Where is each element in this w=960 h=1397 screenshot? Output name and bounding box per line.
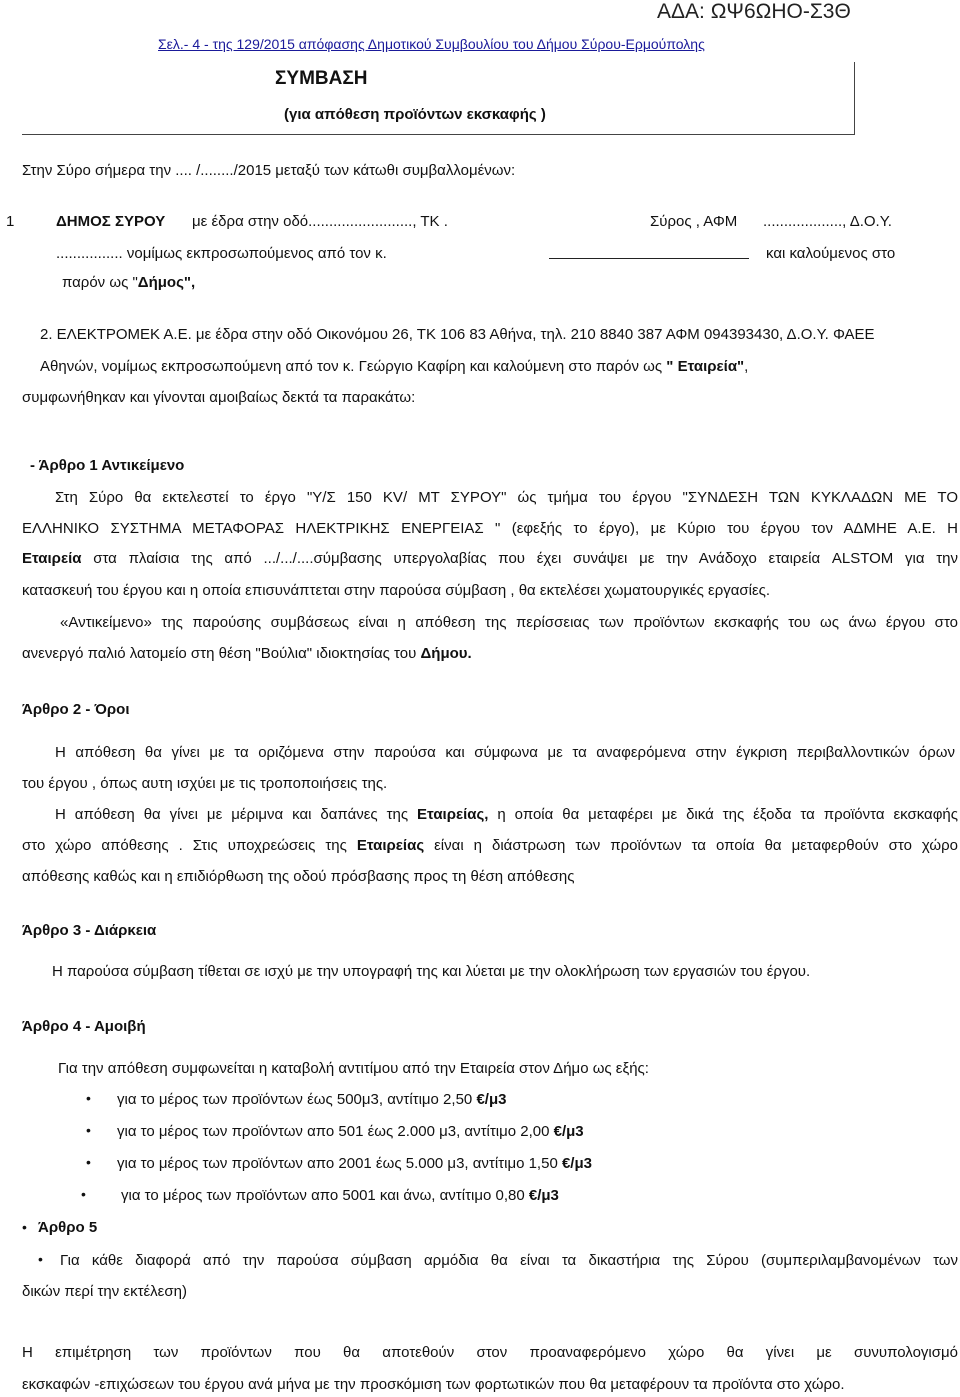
article1-p2-l1: «Αντικείμενο» της παρούσης συμβάσεως είναι η απόθεση της περίσσειας των προϊόντων εκσκαφής του ως άνω έργου στο (60, 614, 958, 631)
party1-as-bold: Δήμος", (137, 274, 196, 291)
list-item (117, 1155, 592, 1172)
bullet-icon: • (86, 1154, 91, 1170)
list-item (121, 1187, 559, 1204)
fee-unit: €/μ3 (528, 1187, 559, 1204)
article1-p2-l2 (22, 645, 472, 662)
party1-address: με έδρα στην οδό........................., ΤΚ . (192, 213, 448, 230)
article1-p1-l3 (22, 550, 958, 567)
article1-p1-l3-rest: στα πλαίσια της από .../.../....σύμβασης υπεργολαβίας που έχει συνάψει με την Ανάδοχο εταιρεία ALSTOM για την (93, 550, 958, 567)
party1-city-afm: Σύρος , ΑΦΜ (650, 213, 738, 230)
contract-subtitle: (για απόθεση προϊόντων εκσκαφής ) (284, 106, 546, 123)
article3-text: Η παρούσα σύμβαση τίθεται σε ισχύ με την υπογραφή της και λύεται με την ολοκλήρωση των εργασιών του έργου. (52, 963, 811, 980)
contract-title: ΣΥΜΒΑΣΗ (275, 68, 368, 89)
article4-intro: Για την απόθεση συμφωνείται η καταβολή αντιτίμου από την Εταιρεία στον Δήμο ως εξής: (58, 1060, 649, 1077)
fee-tier-3: για το μέρος των προϊόντων απο 2001 έως 5.000 μ3, αντίτιμο 1,50 (117, 1155, 558, 1172)
party1-called: και καλούμενος στο (766, 245, 896, 262)
bullet-icon: • (86, 1122, 91, 1138)
article2-heading: Άρθρο 2 - Όροι (22, 701, 130, 718)
list-item (117, 1123, 584, 1140)
list-item (117, 1091, 506, 1108)
title-box (22, 62, 855, 135)
bullet-icon: • (22, 1219, 27, 1235)
article1-p1-l4: κατασκευή του έργου και η οποία επισυνάπτεται στην παρούσα σύμβαση , θα εκτελέσει χωματουργικές εργασίες. (22, 582, 771, 599)
intro-line: Στην Σύρο σήμερα την .... /......../2015 μεταξύ των κάτωθι συμβαλλομένων: (22, 162, 516, 179)
article2-p2-l2-pre: στο χώρο απόθεσης . Στις υποχρεώσεις της (22, 837, 347, 854)
signature-line (549, 258, 749, 259)
party2-line2 (40, 358, 748, 375)
fee-tier-1: για το μέρος των προϊόντων έως 500μ3, αντίτιμο 2,50 (117, 1091, 473, 1108)
party1-representative: ................ νομίμως εκπροσωπούμενος από τον κ. (56, 245, 387, 262)
party2-line3: συμφωνήθηκαν και γίνονται αμοιβαίως δεκτά τα παρακάτω: (22, 389, 416, 406)
fee-unit: €/μ3 (553, 1123, 584, 1140)
party2-line2-pre: Αθηνών, νομίμως εκπροσωπούμενη από τον κ. Γεώργιο Καφίρη και καλούμενη στο παρόν ως (40, 358, 663, 375)
fee-unit: €/μ3 (561, 1155, 592, 1172)
bullet-icon: • (86, 1090, 91, 1106)
decision-reference: Σελ.- 4 - της 129/2015 απόφασης Δημοτικού Συμβουλίου του Δήμου Σύρου-Ερμούπολης (158, 36, 705, 52)
article2-p2-l3: απόθεσης καθώς και η επιδιόρθωση της οδού πρόσβασης προς τη θέση απόθεσης (22, 868, 575, 885)
article1-p1-l2: ΕΛΛΗΝΙΚΟ ΣΥΣΤΗΜΑ ΜΕΤΑΦΟΡΑΣ ΗΛΕΚΤΡΙΚΗΣ ΕΝΕΡΓΕΙΑΣ " (εφεξής το έργο), με Κύριο του έργου τον ΑΔΜΗΕ Α.Ε. Η (22, 520, 958, 537)
article2-company-2: Εταιρείας (356, 837, 425, 854)
article2-p2-l1-post: η οποία θα μεταφέρει με δικά της έξοδα τα προϊόντα εκσκαφής (497, 806, 958, 823)
fee-tier-4: για το μέρος των προϊόντων απο 5001 και άνω, αντίτιμο 0,80 (121, 1187, 525, 1204)
article1-heading: - Άρθρο 1 Αντικείμενο (30, 457, 185, 474)
party1-name: ΔΗΜΟΣ ΣΥΡΟΥ (56, 213, 166, 230)
fee-unit: €/μ3 (476, 1091, 507, 1108)
party1-number: 1 (6, 213, 15, 230)
article2-p1-l1: Η απόθεση θα γίνει με τα οριζόμενα στην παρούσα και σύμφωνα με τα αναφερόμενα στην έγκριση περιβαλλοντικών όρων (55, 744, 955, 761)
closing-l1: Η επιμέτρηση των προϊόντων που θα αποτεθούν στον προαναφερόμενο χώρο θα γίνει με συνυπολογισμό (22, 1344, 958, 1361)
article1-p1-l1: Στη Σύρο θα εκτελεστεί το έργο "Υ/Σ 150 KV/ MT ΣΥΡΟΥ" ώς τμήμα του έργου "ΣΥΝΔΕΣΗ ΤΩΝ ΚΥΚΛΑΔΩΝ ΜΕ ΤΟ (55, 489, 958, 506)
ada-number: ΑΔΑ: ΩΨ6ΩΗΟ-Σ3Θ (657, 0, 851, 23)
article2-company-1: Εταιρείας, (417, 806, 489, 823)
article2-p1-l2: του έργου , όπως αυτη ισχύει με τις τροποποιήσεις της. (22, 775, 388, 792)
article1-municipality: Δήμου. (420, 645, 472, 662)
article3-heading: Άρθρο 3 - Διάρκεια (22, 922, 157, 939)
bullet-icon: • (38, 1251, 43, 1267)
party2-company-label: " Εταιρεία" (666, 358, 745, 375)
article2-p2-l1-pre: Η απόθεση θα γίνει με μέριμνα και δαπάνες της (55, 806, 409, 823)
party2-line2-post: , (744, 358, 749, 375)
article4-heading: Άρθρο 4 - Αμοιβή (22, 1018, 146, 1035)
party2-line1: 2. ΕΛΕΚΤΡΟΜΕΚ Α.Ε. με έδρα στην οδό Οικονόμου 26, ΤΚ 106 83 Αθήνα, τηλ. 210 8840 387 ΑΦΜ 094393430, Δ.Ο.Υ. ΦΑΕΕ (40, 326, 875, 343)
fee-tier-2: για το μέρος των προϊόντων απο 501 έως 2.000 μ3, αντίτιμο 2,00 (117, 1123, 550, 1140)
party1-as-pre: παρόν ως " (62, 274, 138, 291)
article1-company: Εταιρεία (22, 550, 82, 567)
article5-p1-l2: δικών περί την εκτέλεση) (22, 1283, 187, 1300)
party1-doy: ..................., Δ.Ο.Υ. (763, 213, 892, 230)
article2-p2-l2-post: είναι η διάστρωση των προϊόντων τα οποία θα μεταφερθούν στο χώρο (434, 837, 958, 854)
article1-p2-l2-pre: ανενεργό παλιό λατομείο στη θέση "Βούλια" ιδιοκτησίας του (22, 645, 417, 662)
article2-p2-l1 (55, 806, 958, 823)
article5-p1-l1: Για κάθε διαφορά από την παρούσα σύμβαση αρμόδια θα είναι τα δικαστήρια της Σύρου (συμπεριλαμβανομένων των (60, 1252, 958, 1269)
closing-l2: εκσκαφών -επιχώσεων του έργου ανά μήνα με την προσκόμιση των φορτωτικών που θα μεταφέρουν τα προϊόντα στο χώρο. (22, 1376, 845, 1393)
party1-as (62, 274, 195, 291)
article5-heading: Άρθρο 5 (38, 1219, 98, 1236)
article2-p2-l2 (22, 837, 958, 854)
bullet-icon: • (81, 1186, 86, 1202)
